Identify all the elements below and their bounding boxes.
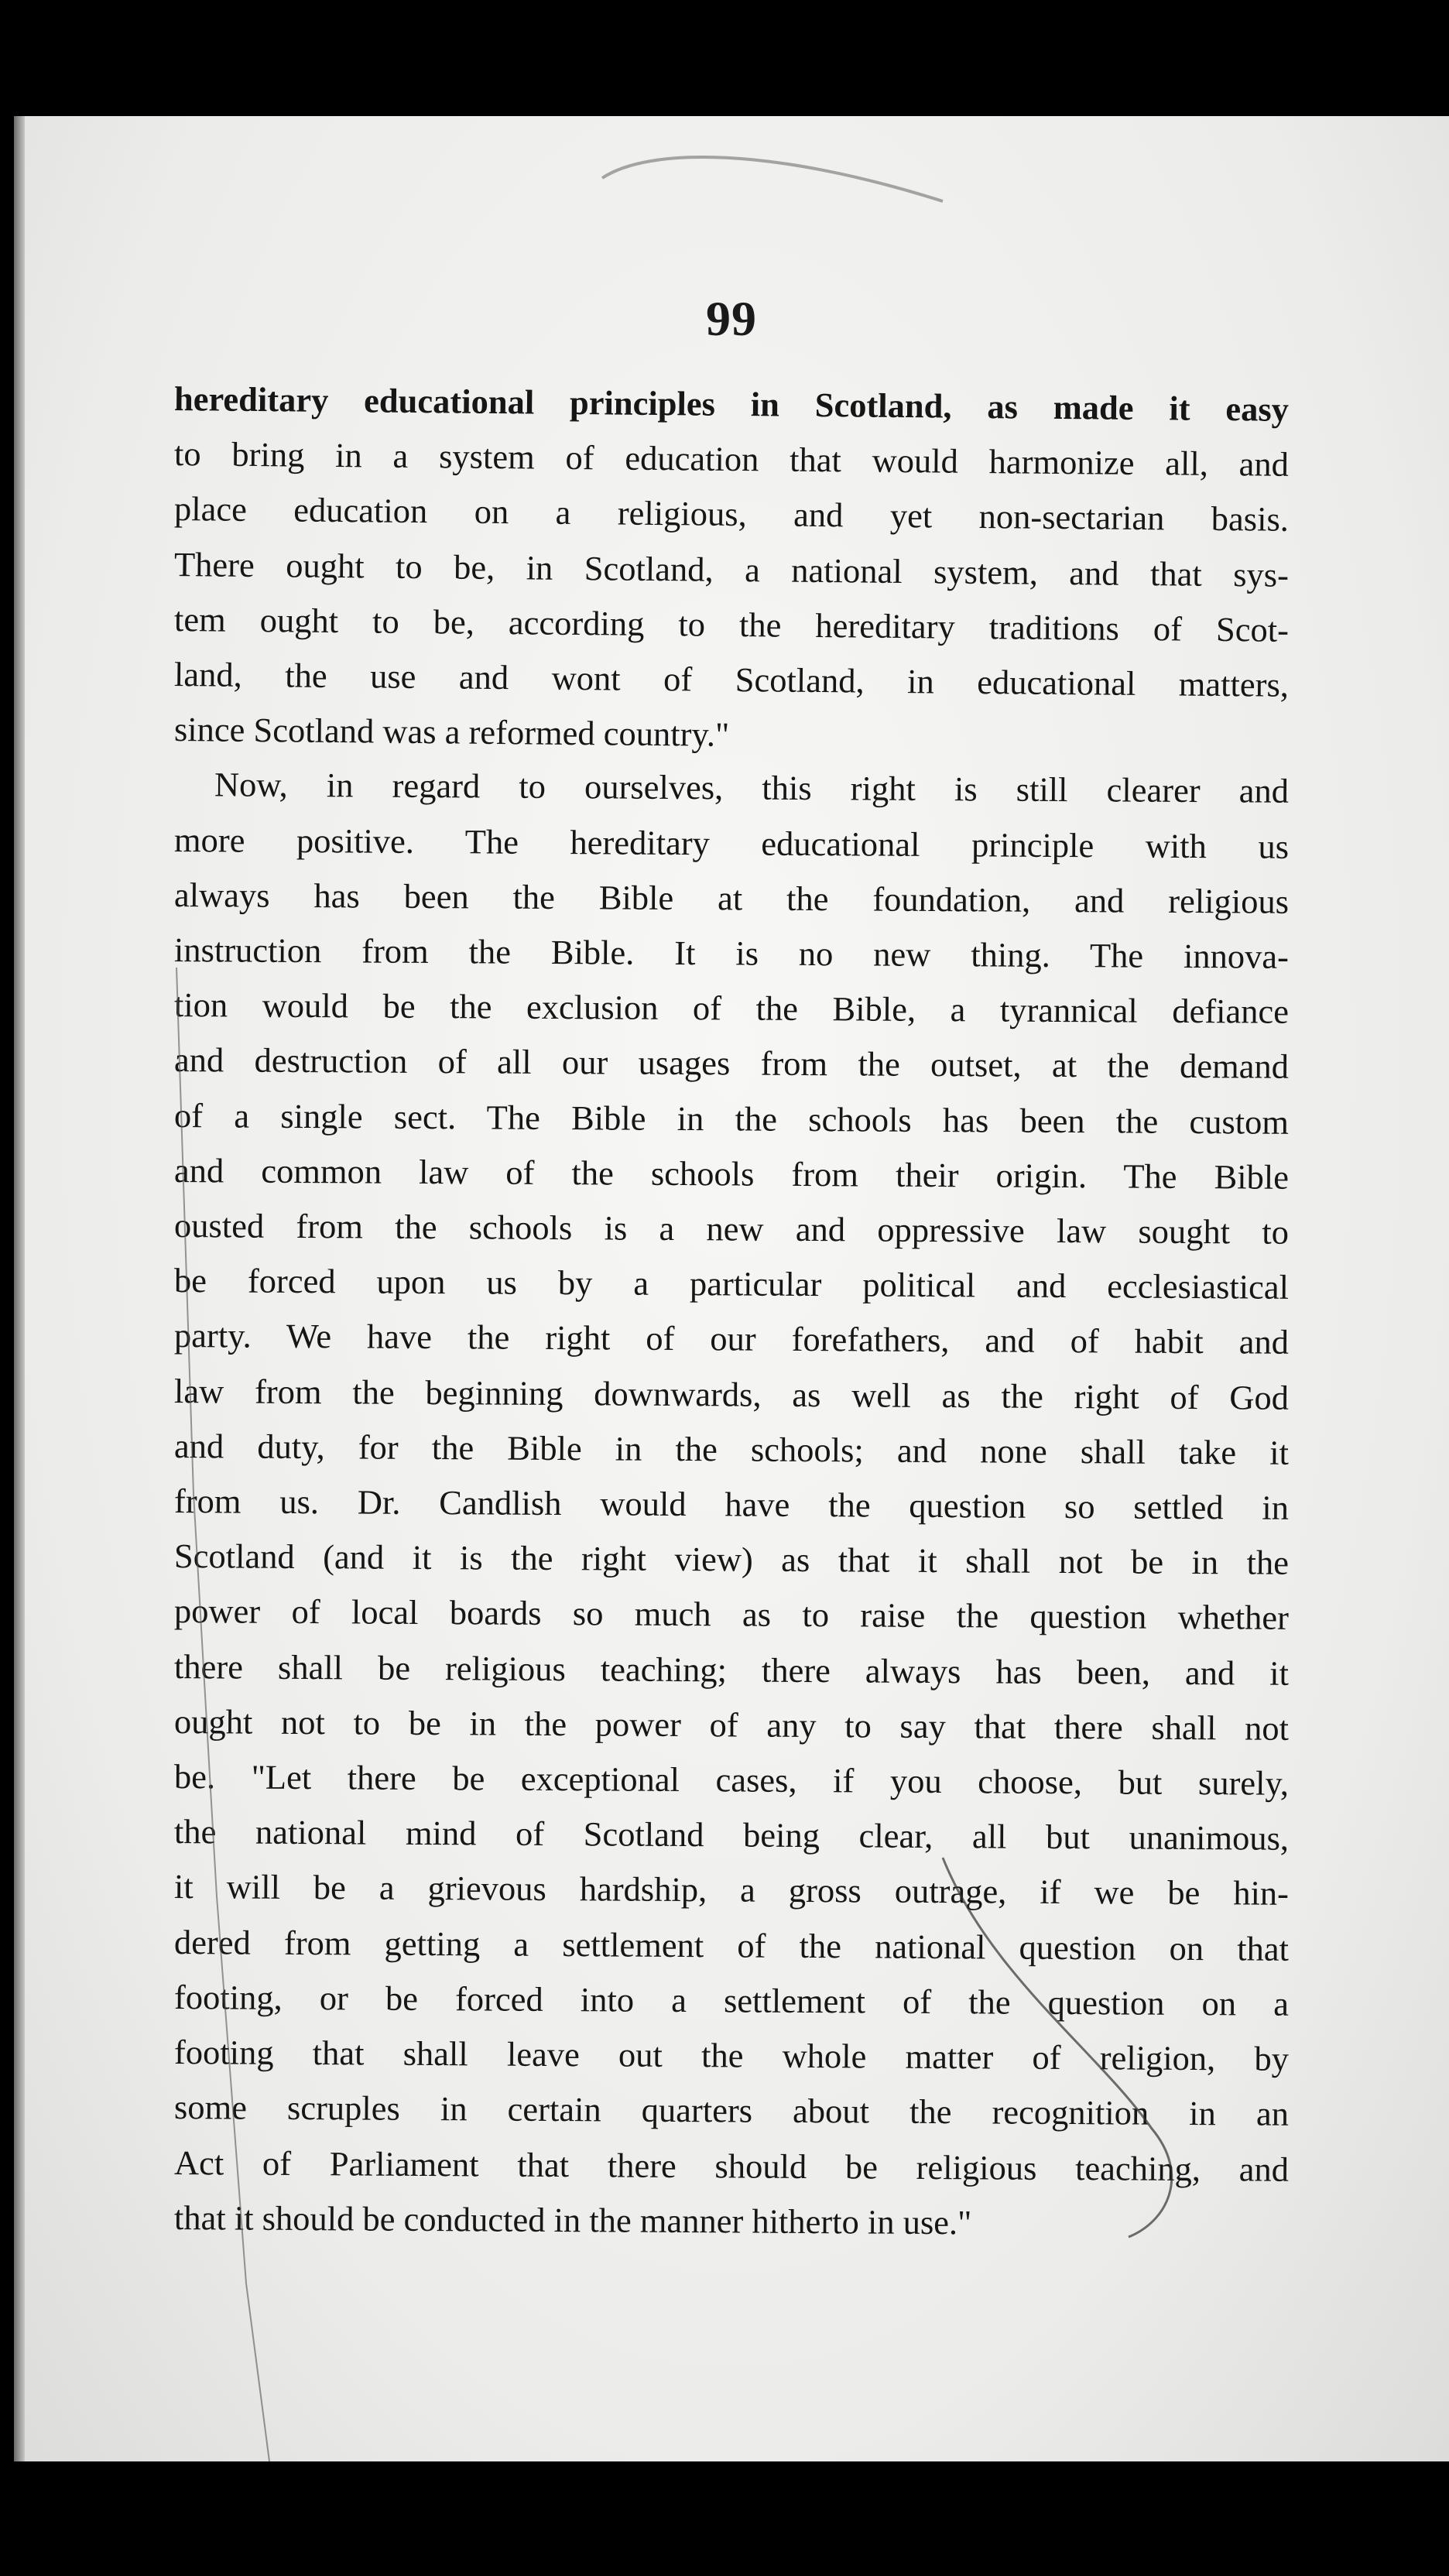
text-line: power of local boards so much as to raise the question whether	[173, 1591, 1290, 1638]
text-line: from us. Dr. Candlish would have the question so settled in	[173, 1482, 1290, 1527]
text-line: tem ought to be, according to the hereditary traditions of Scot-	[173, 599, 1290, 649]
text-line: some scruples in certain quarters about the recognition in an	[173, 2088, 1290, 2134]
text-line: it will be a grievous hardship, a gross outrage, if we be hin-	[173, 1867, 1290, 1913]
text-line: and destruction of all our usages from the outset, at the demand	[173, 1040, 1290, 1087]
text-line: always has been the Bible at the foundation, and religious	[173, 875, 1290, 921]
text-line: law from the beginning downwards, as well as the right of God	[173, 1371, 1290, 1417]
text-line: to bring in a system of education that would harmonize all, and	[173, 434, 1290, 485]
text-line: footing that shall leave out the whole matter of religion, by	[173, 2033, 1290, 2078]
paragraph-start-line: Now, in regard to ourselves, this right is still clearer and	[214, 765, 1290, 811]
page-number: 99	[706, 291, 757, 346]
text-line: that it should be conducted in the manner hitherto in use."	[173, 2197, 972, 2242]
text-line: tion would be the exclusion of the Bible, a tyrannical defiance	[173, 985, 1290, 1032]
text-line: land, the use and wont of Scotland, in educational matters,	[173, 655, 1290, 704]
text-line: dered from getting a settlement of the national question on that	[173, 1922, 1290, 1968]
text-line: more positive. The hereditary educational principle with us	[173, 820, 1290, 866]
text-line: party. We have the right of our forefathers, and of habit and	[173, 1316, 1290, 1362]
text-line: of a single sect. The Bible in the schools has been the custom	[173, 1095, 1290, 1142]
body-text	[174, 372, 1289, 2245]
text-line: there shall be religious teaching; there always has been, and it	[173, 1646, 1290, 1693]
text-line: Act of Parliament that there should be religious teaching, and	[173, 2143, 1290, 2189]
text-line: be forced upon us by a particular political and ecclesiastical	[173, 1261, 1290, 1307]
text-line: ought not to be in the power of any to say that there shall not	[173, 1701, 1290, 1748]
text-line: and duty, for the Bible in the schools; and none shall take it	[173, 1426, 1290, 1472]
book-page	[14, 116, 1449, 2461]
text-line: Scotland (and it is the right view) as that it shall not be in the	[173, 1536, 1290, 1583]
text-line: footing, or be forced into a settlement of the question on a	[173, 1977, 1290, 2023]
text-line: the national mind of Scotland being clear, all but unanimous,	[173, 1812, 1290, 1858]
text-line: since Scotland was a reformed country."	[173, 710, 730, 755]
page-edge-shadow	[14, 116, 25, 2461]
text-line: place education on a religious, and yet non-sectarian basis.	[173, 489, 1290, 540]
text-line: instruction from the Bible. It is no new thing. The innova-	[173, 930, 1290, 976]
text-line: ousted from the schools is a new and oppressive law sought to	[173, 1206, 1290, 1252]
text-line: and common law of the schools from their origin. The Bible	[173, 1150, 1290, 1197]
text-line: be. "Let there be exceptional cases, if you choose, but surely,	[173, 1757, 1290, 1803]
ink-smudge	[602, 157, 943, 201]
text-line: There ought to be, in Scotland, a national system, and that sys-	[173, 544, 1290, 594]
text-line: hereditary educational principles in Scotland, as made it easy	[173, 379, 1290, 429]
